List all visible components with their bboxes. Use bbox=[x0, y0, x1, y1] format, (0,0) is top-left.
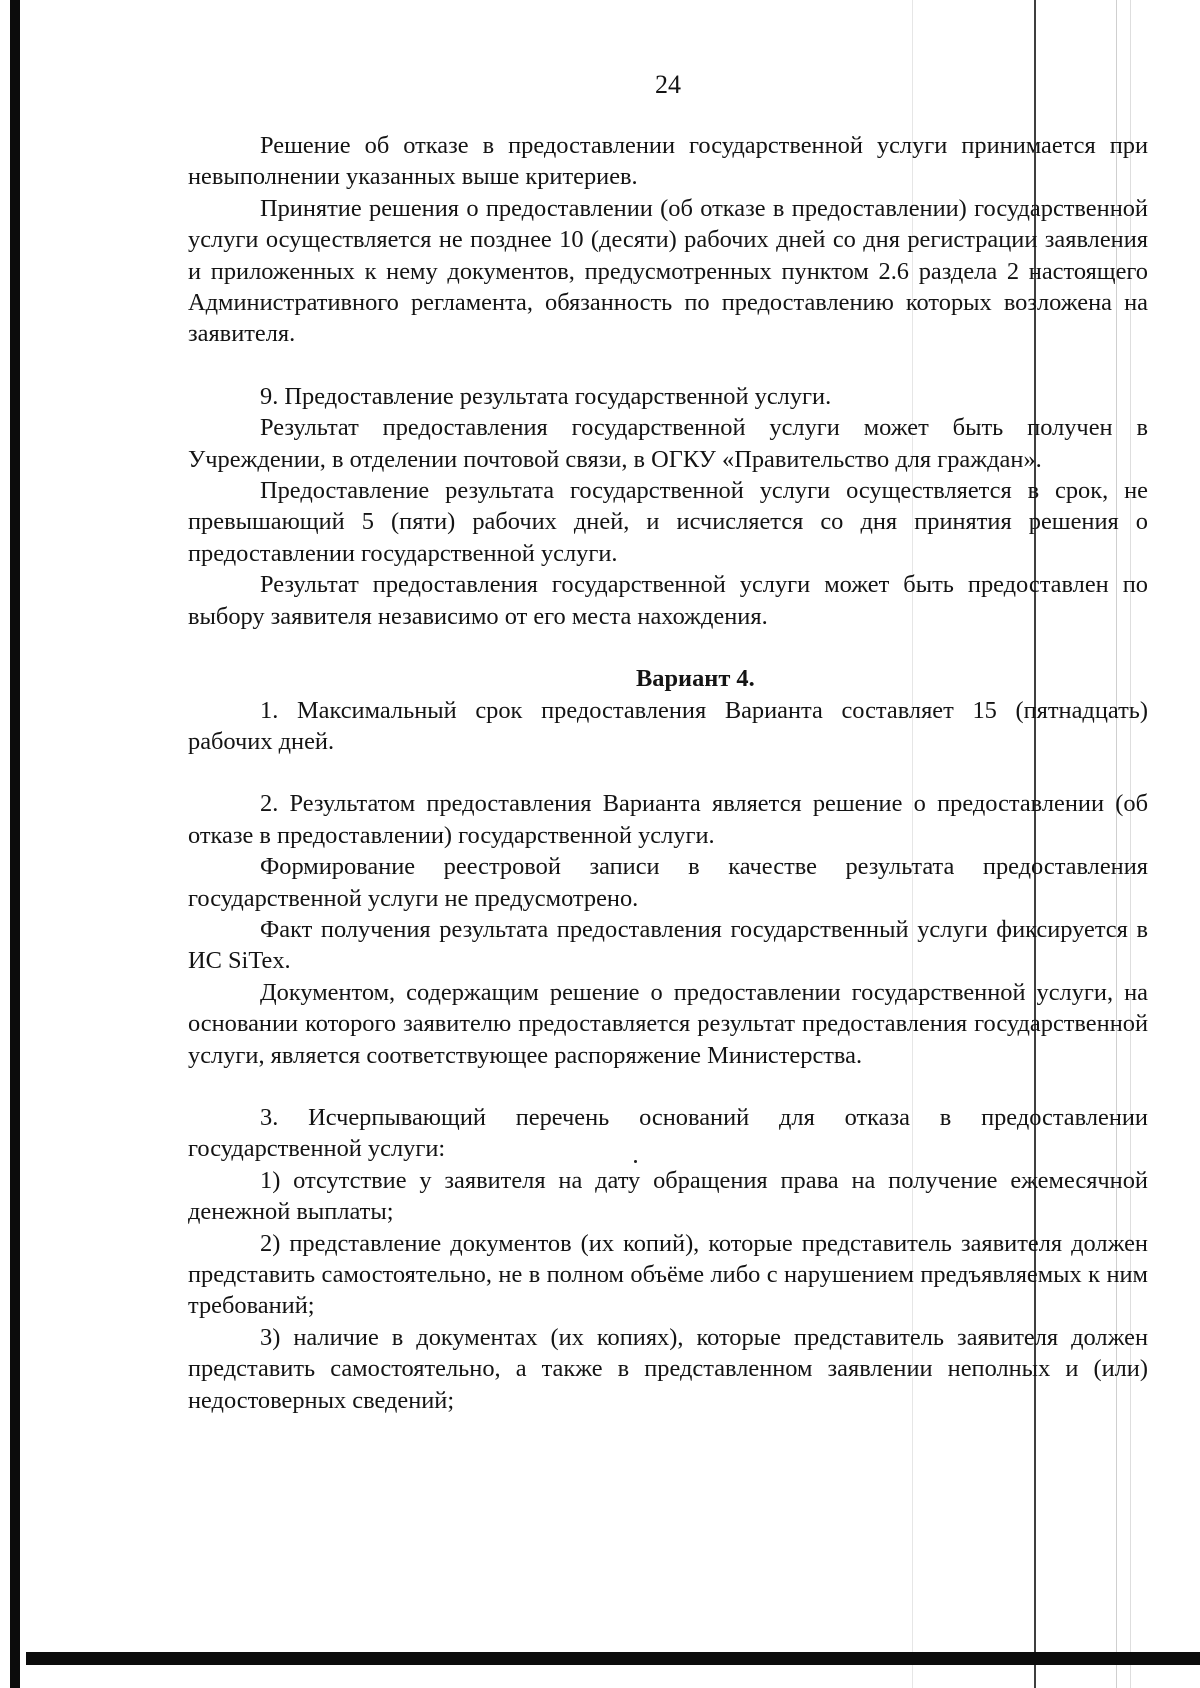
variant-item-3: 3. Исчерпывающий перечень оснований для отказа в предоставлении государственной услуги: bbox=[188, 1103, 1148, 1163]
variant-title: Вариант 4. bbox=[636, 665, 755, 693]
paragraph-result-receipt: Результат предоставления государственной услуги может быть получен в Учреждении, в отделении почтовой связи, в ОГКУ «Правительство для граждан». bbox=[188, 414, 1148, 473]
paragraph-registry-record: Формирование реестровой записи в качестве результата предоставления государственной услуги не предусмотрено. bbox=[188, 853, 1148, 912]
refusal-ground-2: 2) представление документов (их копий), которые представитель заявителя должен представить самостоятельно, не в полном объёме либо с нарушением предъявляемых к ним требований; bbox=[188, 1229, 1148, 1320]
scan-bottom-edge bbox=[26, 1652, 1200, 1665]
variant-item-1: 1. Максимальный срок предоставления Варианта составляет 15 (пятнадцать) рабочих дней. bbox=[188, 696, 1148, 755]
paragraph-decision-deadline: Принятие решения о предоставлении (об отказе в предоставлении) государственной услуги осуществляется не позднее 10 (десяти) рабочих дней со дня регистрации заявления и приложенных к нему документов, предусмотренных пунктом 2.6 раздела 2 настоящего Административного регламента, обязанность по предоставлению которых возложена на заявителя. bbox=[188, 194, 1148, 348]
paragraph-result-fixation: Факт получения результата предоставления государственный услуги фиксируется в ИС SiTex. bbox=[188, 915, 1148, 975]
document-body bbox=[188, 130, 1148, 1416]
paragraph-refusal-decision: Решение об отказе в предоставлении государственной услуги принимается при невыполнении указанных выше критериев. bbox=[188, 132, 1148, 191]
refusal-ground-1: 1) отсутствие у заявителя на дату обращения права на получение ежемесячной денежной выплаты; bbox=[188, 1166, 1148, 1226]
scan-left-edge bbox=[10, 0, 20, 1688]
page-number: 24 bbox=[655, 70, 681, 99]
variant-item-2: 2. Результатом предоставления Варианта является решение о предоставлении (об отказе в предоставлении) государственной услуги. bbox=[188, 790, 1148, 849]
section-9-heading: 9. Предоставление результата государственной услуги. bbox=[260, 382, 832, 410]
paragraph-result-term: Предоставление результата государственной услуги осуществляется в срок, не превышающий 5 (пяти) рабочих дней, и исчисляется со дня принятия решения о предоставлении государственной услуги. bbox=[188, 477, 1148, 567]
paragraph-decision-document: Документом, содержащим решение о предоставлении государственной услуги, на основании которого заявителю предоставляется результат предоставления государственной услуги, является соответствующее распоряжение Министерства. bbox=[188, 978, 1148, 1069]
refusal-ground-3: 3) наличие в документах (их копиях), которые представитель заявителя должен представить самостоятельно, а также в представленном заявлении неполных и (или) недостоверных сведений; bbox=[188, 1323, 1148, 1414]
paragraph-result-location: Результат предоставления государственной услуги может быть предоставлен по выбору заявителя независимо от его места нахождения. bbox=[188, 571, 1148, 630]
